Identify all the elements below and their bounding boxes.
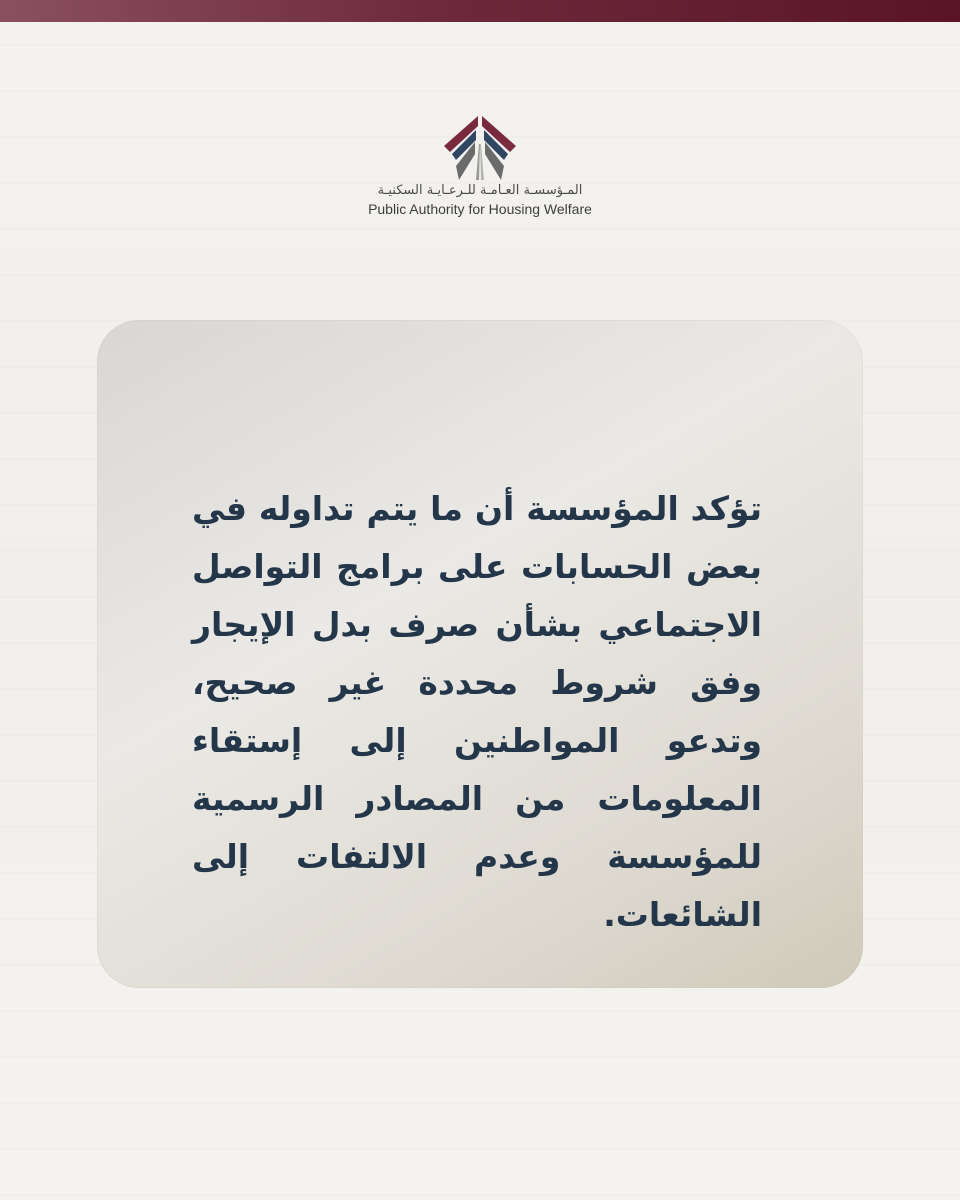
announcement-card [97,320,863,988]
authority-logo [330,106,630,226]
announcement-text: تؤكد المؤسسة أن ما يتم تداوله في بعض الحسابات على برامج التواصل الاجتماعي بشأن صرف بدل الإيجار وفق شروط محددة غير صحيح، وتدعو المواطنين إلى إستقاء المعلومات من المصادر الرسمية للمؤسسة وعدم الالتفات إلى الشائعات. [192,489,762,934]
top-accent-bar [0,0,960,22]
logo-english-name: Public Authority for Housing Welfare [368,201,592,217]
housing-authority-emblem-icon [442,114,518,182]
logo-arabic-name: المـؤسسـة العـامـة للـرعـايـة السكنيـة [377,183,583,198]
